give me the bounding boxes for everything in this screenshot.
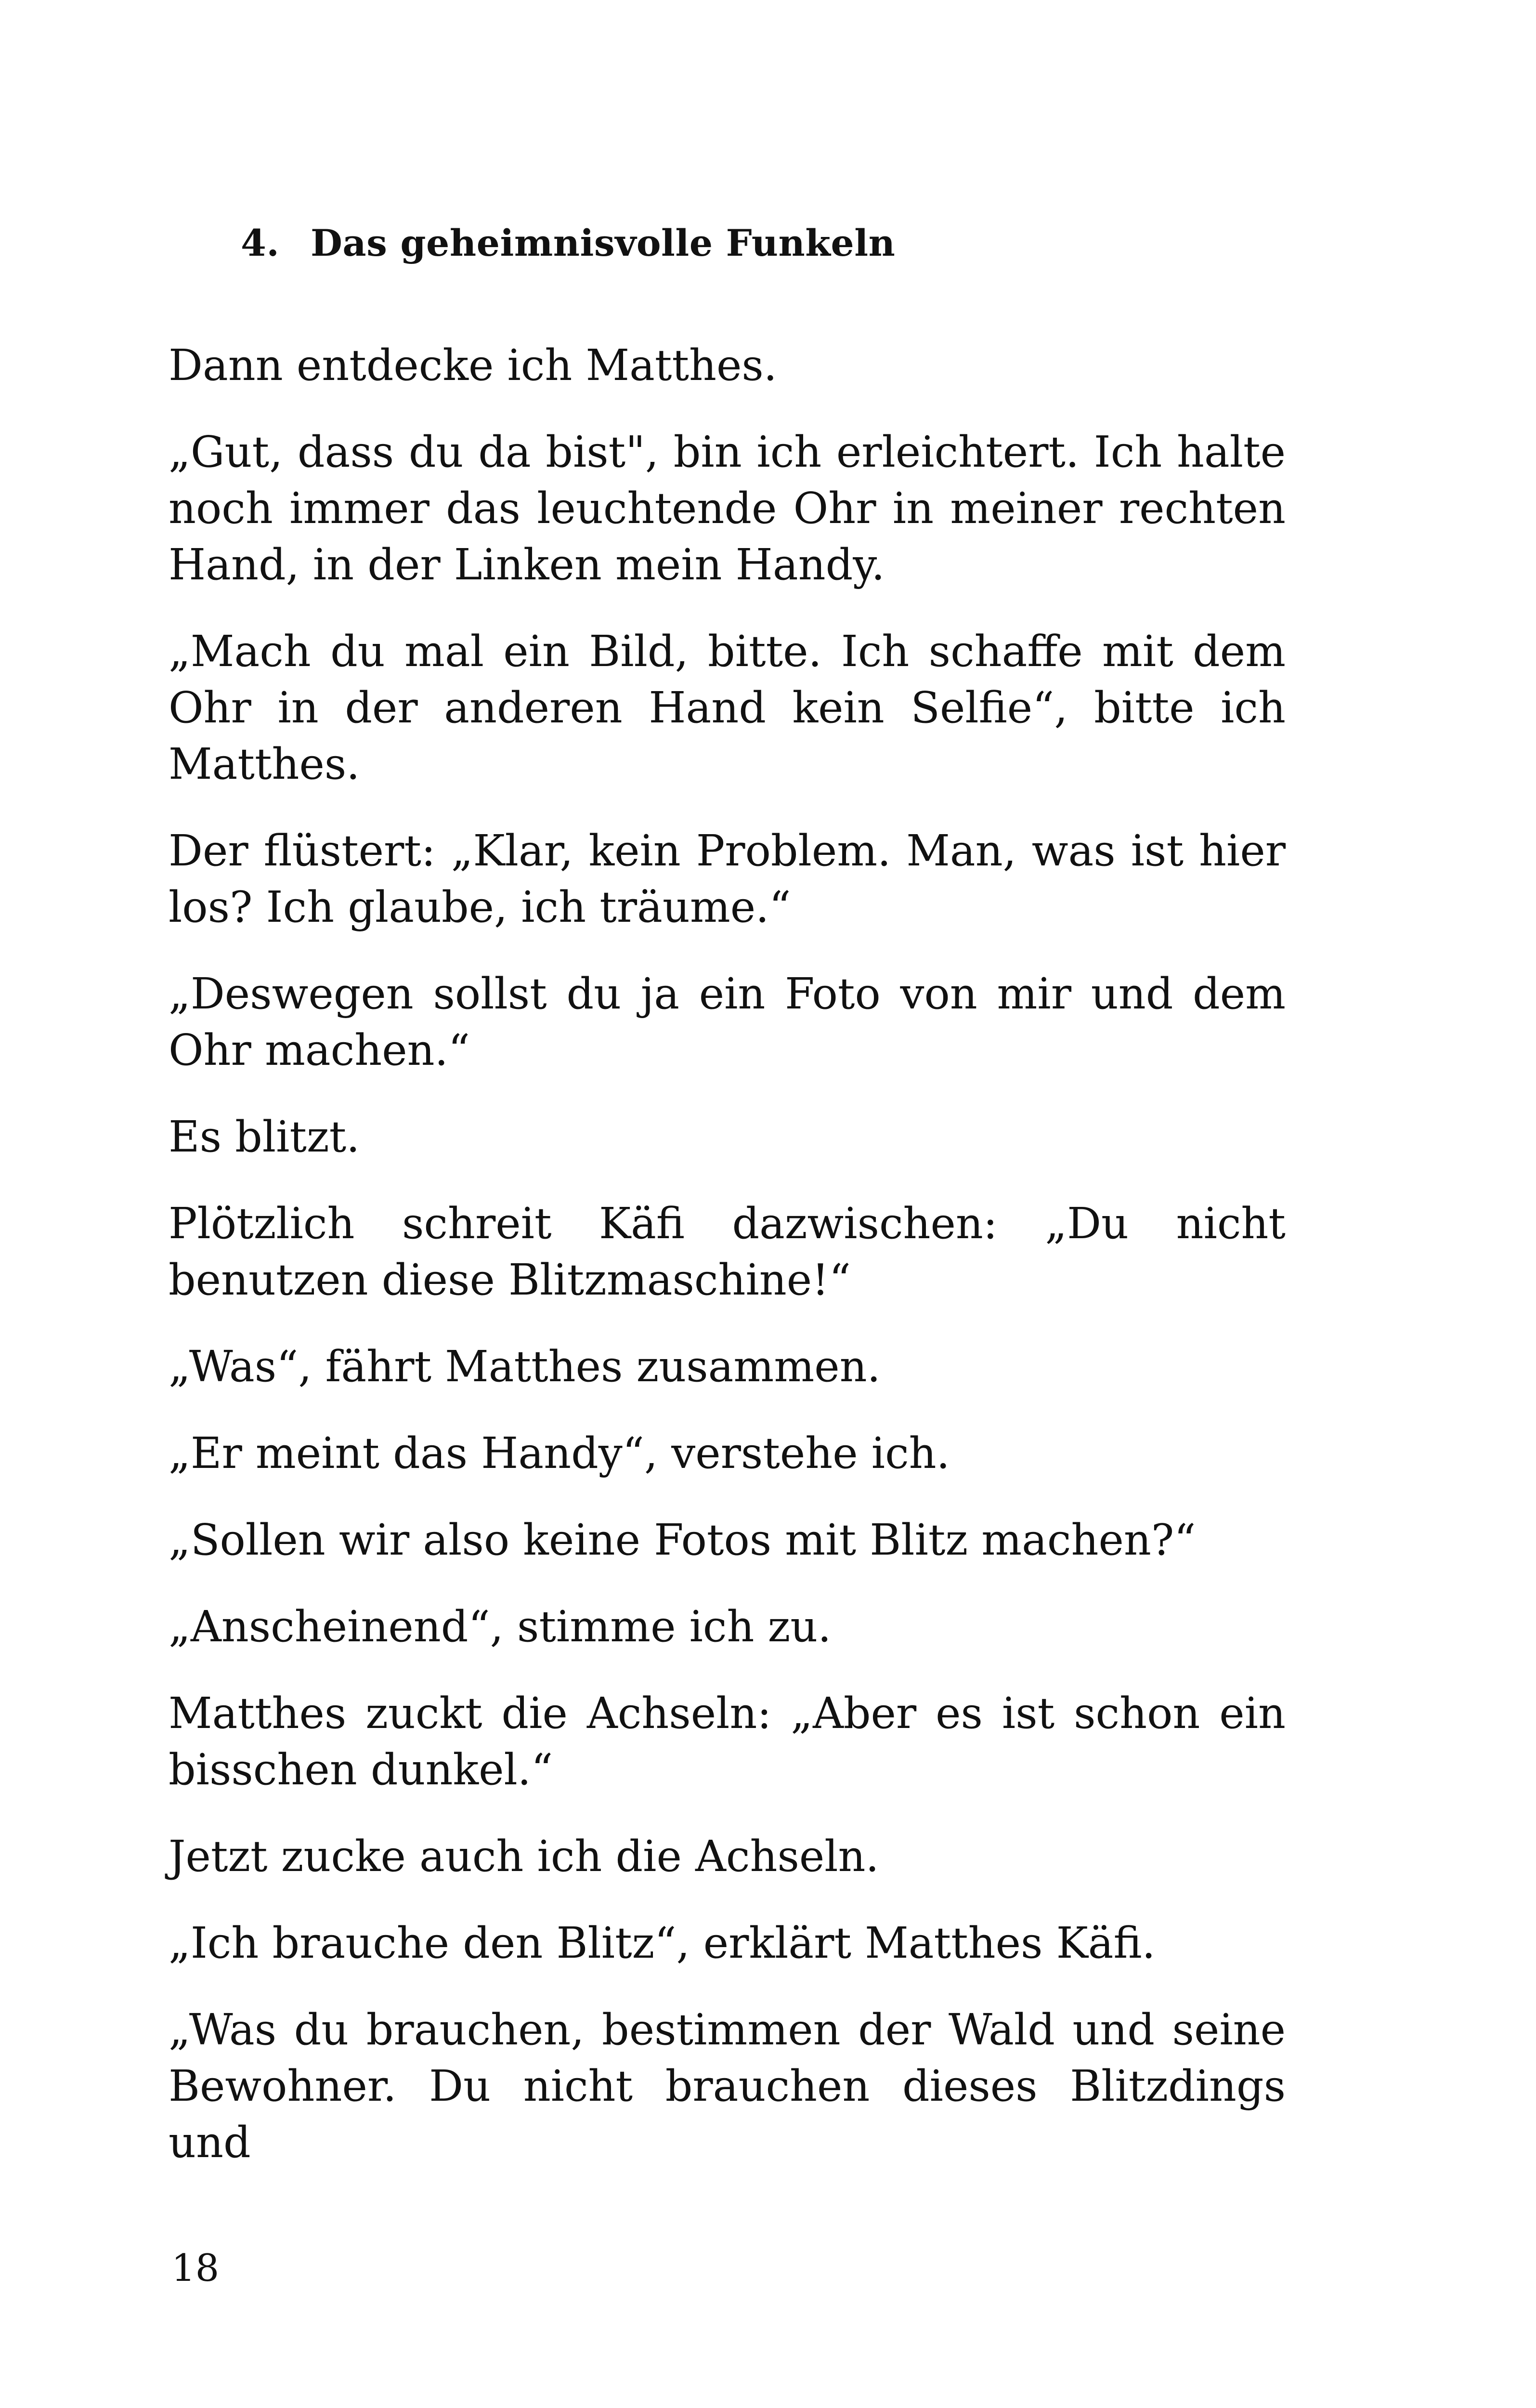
- chapter-heading: [241, 219, 895, 267]
- paragraph: „Gut, dass du da bist", bin ich erleichtert. Ich halte noch immer das leuchtende Ohr in meiner rechten Hand, in der Linken mein Handy.: [169, 427, 1286, 589]
- body-text: [169, 337, 1286, 2201]
- chapter-title: Das geheimnisvolle Funkeln: [311, 222, 896, 264]
- page-number: 18: [171, 2247, 220, 2290]
- paragraph: „Was du brauchen, bestimmen der Wald und seine Bewohner. Du nicht brauchen dieses Blitzdings und: [169, 2005, 1286, 2167]
- paragraph: Matthes zuckt die Achseln: „Aber es ist schon ein bisschen dunkel.“: [169, 1688, 1286, 1794]
- paragraph: „Was“, fährt Matthes zusammen.: [169, 1342, 881, 1391]
- paragraph: Plötzlich schreit Käfi dazwischen: „Du nicht benutzen diese Blitzmaschine!“: [169, 1199, 1286, 1305]
- paragraph: „Anscheinend“, stimme ich zu.: [169, 1602, 832, 1651]
- paragraph: „Deswegen sollst du ja ein Foto von mir und dem Ohr machen.“: [169, 969, 1286, 1075]
- paragraph: „Er meint das Handy“, verstehe ich.: [169, 1428, 950, 1478]
- paragraph: „Sollen wir also keine Fotos mit Blitz machen?“: [169, 1515, 1196, 1565]
- paragraph: Jetzt zucke auch ich die Achseln.: [169, 1832, 879, 1881]
- paragraph: „Ich brauche den Blitz“, erklärt Matthes Käfi.: [169, 1918, 1156, 1968]
- paragraph: Der flüstert: „Klar, kein Problem. Man, was ist hier los? Ich glaube, ich träume.“: [169, 826, 1286, 932]
- paragraph: „Mach du mal ein Bild, bitte. Ich schaffe mit dem Ohr in der anderen Hand kein Selfie“, bitte ich Matthes.: [169, 627, 1286, 789]
- chapter-number: 4.: [241, 222, 280, 264]
- paragraph: Dann entdecke ich Matthes.: [169, 340, 777, 390]
- paragraph: Es blitzt.: [169, 1112, 360, 1162]
